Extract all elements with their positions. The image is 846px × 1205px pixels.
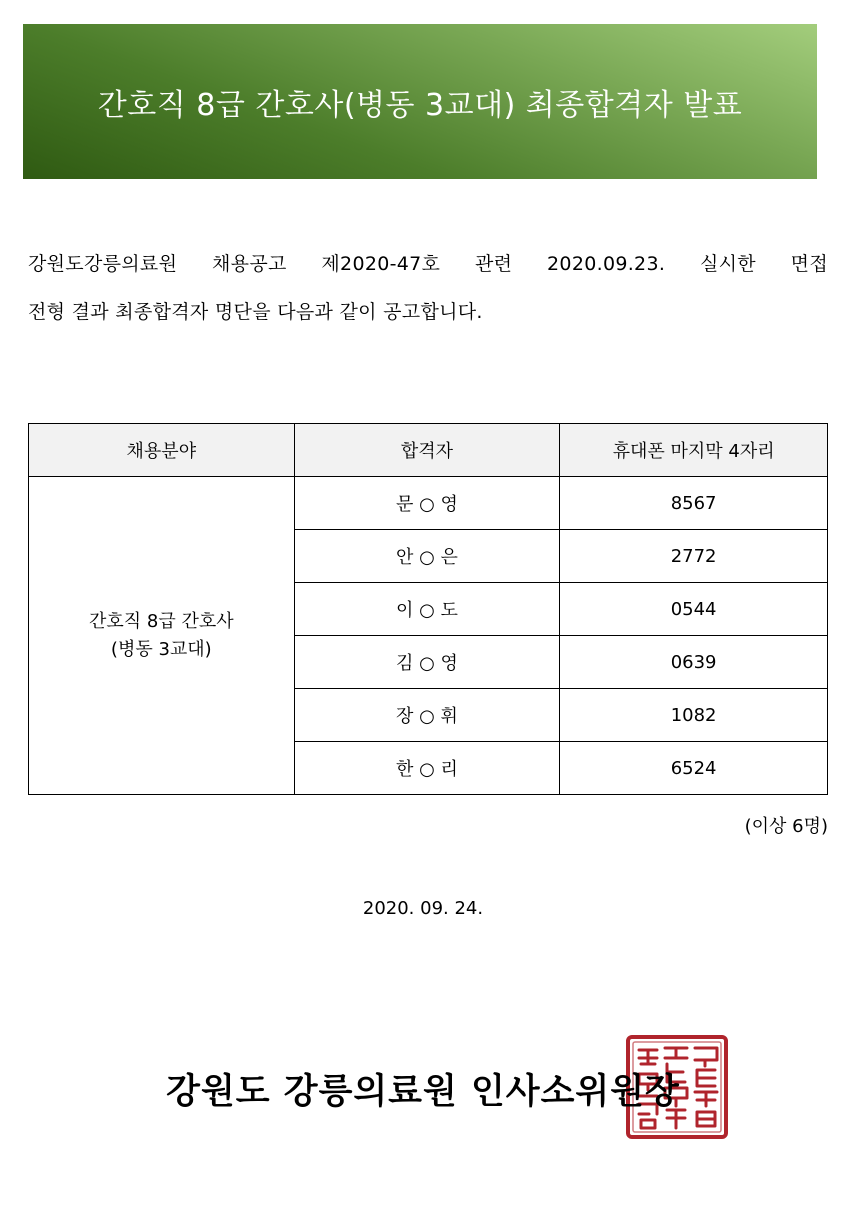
total-count: (이상 6명)	[744, 816, 828, 837]
field-line-2: (병동 3교대)	[110, 638, 212, 660]
intro-line-1: 강원도강릉의료원 채용공고 제2020-47호 관련 2020.09.23. 실시한 면접	[28, 253, 828, 275]
candidate-name: 문 ○ 영	[294, 477, 560, 530]
table-row	[29, 477, 828, 530]
page-title: 간호직 8급 간호사(병동 3교대) 최종합격자 발표	[97, 87, 743, 123]
title-banner	[23, 24, 817, 179]
intro-line-2: 전형 결과 최종합격자 명단을 다음과 같이 공고합니다.	[28, 301, 483, 323]
candidate-phone: 8567	[560, 477, 828, 530]
signature-line: 강원도 강릉의료원 인사소위원장	[166, 1072, 680, 1112]
candidate-phone: 1082	[560, 689, 828, 742]
header-name: 합격자	[294, 424, 560, 477]
candidate-name: 장 ○ 휘	[294, 689, 560, 742]
candidate-phone: 2772	[560, 530, 828, 583]
candidate-phone: 6524	[560, 742, 828, 795]
table-header-row	[29, 424, 828, 477]
intro-paragraph	[28, 240, 828, 336]
field-line-1: 간호직 8급 간호사	[89, 610, 234, 632]
candidate-phone: 0544	[560, 583, 828, 636]
candidate-name: 한 ○ 리	[294, 742, 560, 795]
results-table	[28, 423, 828, 795]
candidate-name: 안 ○ 은	[294, 530, 560, 583]
header-phone: 휴대폰 마지막 4자리	[560, 424, 828, 477]
candidate-phone: 0639	[560, 636, 828, 689]
header-field: 채용분야	[29, 424, 295, 477]
candidate-name: 김 ○ 영	[294, 636, 560, 689]
announcement-date: 2020. 09. 24.	[362, 898, 484, 919]
candidate-name: 이 ○ 도	[294, 583, 560, 636]
field-cell	[29, 477, 295, 795]
